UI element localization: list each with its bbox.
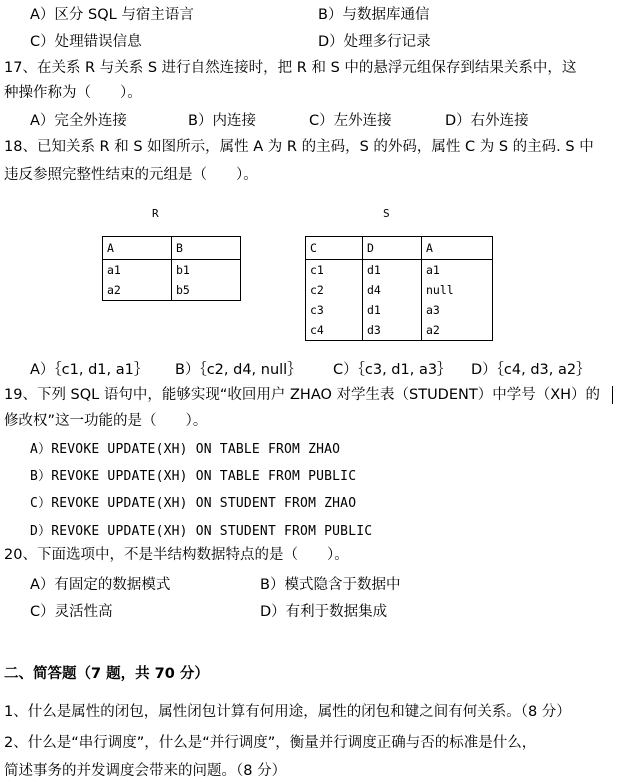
q17-stem-line1: 17、在关系 R 与关系 S 进行自然连接时，把 R 和 S 中的悬浮元组保存到结果关系中，这: [4, 60, 577, 76]
table-s-caption: S: [383, 207, 390, 220]
table-r: [102, 236, 241, 301]
table-s-header: D: [363, 237, 422, 260]
q19-option-d: D）REVOKE UPDATE(XH) ON STUDENT FROM PUBLIC: [30, 524, 373, 539]
table-s-cell: d4: [363, 280, 422, 300]
q16-option-a: A）区分 SQL 与宿主语言: [30, 7, 194, 23]
table-s-cell: a3: [422, 300, 493, 320]
table-s-cell: c4: [306, 320, 363, 341]
table-s-header: A: [422, 237, 493, 260]
table-s-cell: a2: [422, 320, 493, 341]
table-r-header: B: [172, 237, 241, 260]
section-2-question-2-line1: 2、什么是“串行调度”，什么是“并行调度”，衡量并行调度正确与否的标准是什么，: [4, 735, 537, 751]
q19-stem-line2: 修改权”这一功能的是（ ）。: [4, 413, 208, 429]
section-2-title: 二、简答题（7 题，共 70 分）: [4, 666, 209, 682]
q18-stem-line1: 18、已知关系 R 和 S 如图所示，属性 A 为 R 的主码，S 的外码，属性 C 为 S 的主码. S 中: [4, 139, 594, 155]
q18-stem-line2: 违反参照完整性结束的元组是（ ）。: [4, 167, 258, 183]
q19-option-b: B）REVOKE UPDATE(XH) ON TABLE FROM PUBLIC: [30, 469, 357, 484]
q17-option-d: D）右外连接: [445, 113, 529, 129]
q18-option-d: D）｛c4, d3, a2｝: [471, 362, 591, 378]
section-2-question-2-line2: 简述事务的并发调度会带来的问题。（8 分）: [4, 763, 287, 779]
table-s-cell: d3: [363, 320, 422, 341]
q20-stem: 20、下面选项中，不是半结构数据特点的是（ ）。: [4, 547, 349, 563]
table-s-cell: d1: [363, 300, 422, 320]
table-s-cell: c3: [306, 300, 363, 320]
table-s-cell: c1: [306, 260, 363, 281]
q17-option-a: A）完全外连接: [30, 113, 127, 129]
q20-option-d: D）有利于数据集成: [260, 604, 388, 620]
table-r-cell: a2: [103, 280, 172, 301]
text-cursor: [612, 386, 613, 404]
q16-option-c: C）处理错误信息: [30, 34, 142, 50]
q18-option-b: B）｛c2, d4, null｝: [175, 362, 302, 378]
q17-option-c: C）左外连接: [309, 113, 392, 129]
table-s-header: C: [306, 237, 363, 260]
q20-option-a: A）有固定的数据模式: [30, 577, 171, 593]
q18-option-a: A）｛c1, d1, a1｝: [30, 362, 149, 378]
q19-option-a: A）REVOKE UPDATE(XH) ON TABLE FROM ZHAO: [30, 442, 341, 457]
q17-stem-line2: 种操作称为（ ）。: [4, 85, 142, 101]
table-r-cell: b1: [172, 260, 241, 281]
q19-stem-line1: 19、下列 SQL 语句中，能够实现“收回用户 ZHAO 对学生表（STUDENT）中学号（XH）的: [4, 387, 601, 403]
table-r-caption: R: [152, 207, 159, 220]
table-s-cell: a1: [422, 260, 493, 281]
q18-option-c: C）｛c3, d1, a3｝: [333, 362, 452, 378]
section-2-question-1: 1、什么是属性的闭包，属性闭包计算有何用途，属性的闭包和键之间有何关系。（8 分）: [4, 704, 571, 720]
q16-option-d: D）处理多行记录: [318, 34, 431, 50]
q16-option-b: B）与数据库通信: [318, 7, 430, 23]
table-s-cell: c2: [306, 280, 363, 300]
q20-option-c: C）灵活性高: [30, 604, 113, 620]
table-r-cell: b5: [172, 280, 241, 301]
table-r-header: A: [103, 237, 172, 260]
q19-option-c: C）REVOKE UPDATE(XH) ON STUDENT FROM ZHAO: [30, 496, 357, 511]
table-s-cell: d1: [363, 260, 422, 281]
table-r-cell: a1: [103, 260, 172, 281]
q17-option-b: B）内连接: [188, 113, 256, 129]
table-s: [305, 236, 493, 341]
table-s-cell: null: [422, 280, 493, 300]
q20-option-b: B）模式隐含于数据中: [260, 577, 401, 593]
